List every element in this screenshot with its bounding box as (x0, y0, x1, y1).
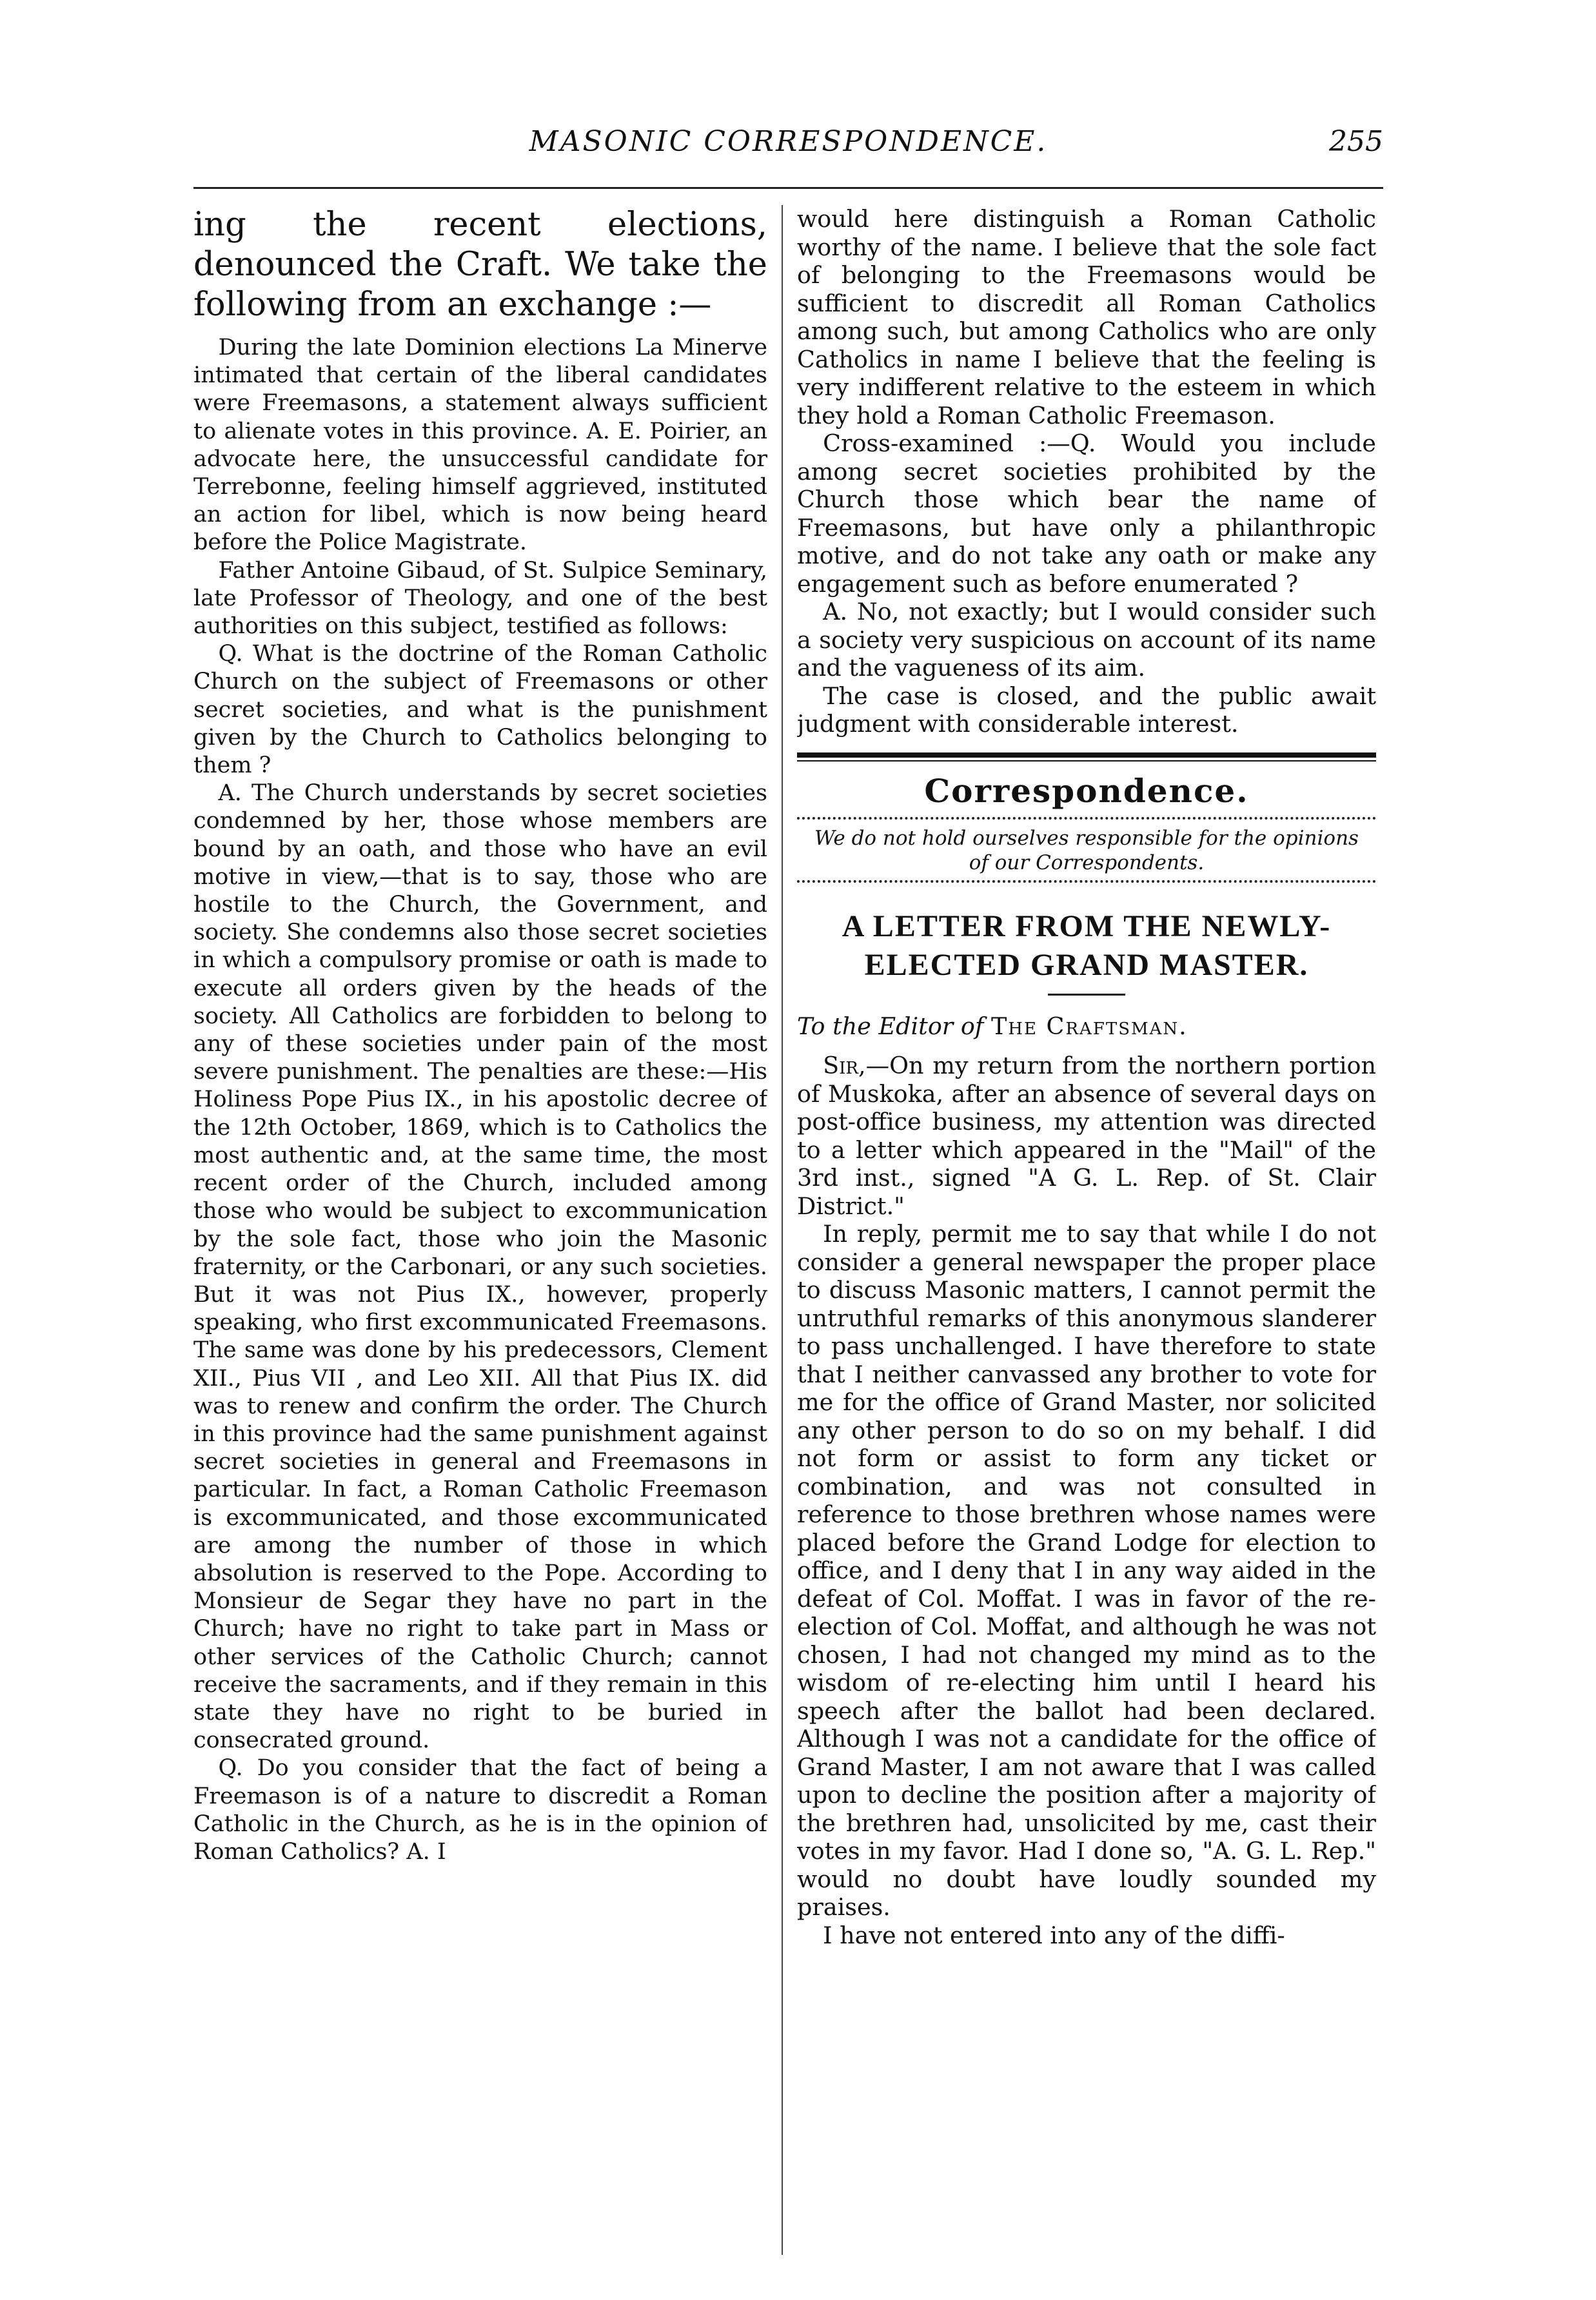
section-rule-thin (797, 760, 1376, 762)
title-rule (1048, 994, 1125, 996)
editorial-disclaimer: We do not hold ourselves responsible for the opinions of our Correspondents. (814, 826, 1359, 874)
paragraph: Q. Do you consider that the fact of being a Freemason is of a nature to discredit a Roman Catholic in the Church, as he is in the opinion of Roman Catholics? A. I (193, 1755, 767, 1865)
paragraph: would here distinguish a Roman Catholic worthy of the name. I believe that the sole fact of belonging to the Freemasons would be sufficient to discredit all Roman Catholics among such, but among Catholics who are only Catholics in name I believe that the feeling is very indifferent relative to the esteem in which they hold a Roman Catholic Freemason. (797, 205, 1376, 429)
header-rule (193, 187, 1383, 189)
paragraph: A. No, not exactly; but I would consider such a society very suspicious on account of its name and the vagueness of its aim. (797, 598, 1376, 682)
dotted-rule (797, 817, 1376, 820)
paragraph: Cross-examined :—Q. Would you include among secret societies prohibited by the Church those which bear the name of Freemasons, but have only a philanthropic motive, and do not take any oath or make any engagement such as before enumerated ? (797, 429, 1376, 598)
paragraph: I have not entered into any of the diffi- (823, 1921, 1285, 1949)
salutation: Sir, (823, 1052, 866, 1079)
section-rule-thick (797, 752, 1376, 758)
page-number: 255 (1329, 125, 1383, 158)
intro-text: ing the recent elections, denounced the Craft. We take the following from an exchange :— (193, 206, 767, 324)
letter-opening (797, 1052, 1376, 1220)
paragraph: In reply, permit me to say that while I do not consider a general newspaper the proper place to discuss Masonic matters, I cannot permit the untruthful remarks of this anonymous slanderer to pass unchallenged. I have therefore to state that I neither canvassed any brother to vote for me for the office of Grand Master, nor solicited any other person to do so on my behalf. I did not form or assist to form any ticket or combination, and was not consulted in reference to those brethren whose names were placed before the Grand Lodge for election to office, and I deny that I in any way aided in the defeat of Col. Moffat. I was in favor of the re-election of Col. Moffat, and although he was not chosen, I had not changed my mind as to the wisdom of re-electing him until I heard his speech after the ballot had been declared. Although I was not a candidate for the office of Grand Master, I am not aware that I was called upon to decline the position after a majority of the brethren had, unsolicited by me, cast their votes in my favor. Had I done so, "A. G. L. Rep." would no doubt have loudly sounded my praises. (797, 1220, 1376, 1921)
paragraph: Q. What is the doctrine of the Roman Catholic Church on the subject of Freemasons or other secret societies, and what is the punishment given by the Church to Catholics belonging to them ? (193, 641, 767, 779)
article-title: A LETTER FROM THE NEWLY-ELECTED GRAND MASTER. (842, 909, 1332, 982)
running-title: MASONIC CORRESPONDENCE. (529, 125, 1048, 158)
column-divider (782, 205, 783, 2255)
paragraph: The case is closed, and the public await judgment with considerable interest. (797, 682, 1376, 738)
running-head (193, 123, 1383, 168)
dotted-rule (797, 880, 1376, 883)
left-column (193, 205, 767, 2255)
letter-first-text: —On my return from the northern portion of Muskoka, after an absence of several days on post-office business, my attention was directed to a letter which appeared in the "Mail" of the 3rd inst., signed "A G. L. Rep. of St. Clair District." (797, 1052, 1376, 1220)
right-column (797, 205, 1376, 2255)
paragraph: During the late Dominion elections La Minerve intimated that certain of the liberal candidates were Freemasons, a statement always sufficient to alienate votes in this province. A. E. Poirier, an advocate here, the unsuccessful candidate for Terrebonne, feeling himself aggrieved, instituted an action for libel, which is now being heard before the Police Magistrate. (193, 335, 767, 556)
paragraph: Father Antoine Gibaud, of St. Sulpice Seminary, late Professor of Theology, and one of the best authorities on this subject, testified as follows: (193, 557, 767, 640)
quoted-report (193, 334, 767, 1866)
address-prefix: To the Editor of (797, 1012, 984, 1040)
section-title: Correspondence. (924, 771, 1249, 810)
letter-address (797, 1012, 1376, 1041)
paragraph: A. The Church understands by secret societies condemned by her, those whose members are bound by an oath, and those who have an evil motive in view,—that is to say, those who are hostile to the Church, the Government, and society. She condemns also those secret societies in which a compulsory promise or oath is made to execute all orders given by the heads of the society. All Catholics are forbidden to belong to any of these societies under pain of the most severe punishment. The penalties are these:—His Holiness Pope Pius IX., in his apostolic decree of the 12th October, 1869, which is to Catholics the most authentic and, at the same time, the most recent order of the Church, included among those who would be subject to excommunication by the sole fact, those who join the Masonic fraternity, or the Carbonari, or any such societies. But it was not Pius IX., however, properly speaking, who first excommunicated Freemasons. The same was done by his predecessors, Clement XII., Pius VII , and Leo XII. All that Pius IX. did was to renew and confirm the order. The Church in this province had the same punishment against secret societies in general and Freemasons in particular. In fact, a Roman Catholic Freemason is excommunicated, and those excommunicated are among the number of those in which absolution is reserved to the Pope. According to Monsieur de Segar they have no part in the Church; have no right to take part in Mass or other services of the Catholic Church; cannot receive the sacraments, and if they remain in this state they have no right to be buried in consecrated ground. (193, 780, 767, 1754)
publication-name: The Craftsman. (990, 1012, 1188, 1040)
